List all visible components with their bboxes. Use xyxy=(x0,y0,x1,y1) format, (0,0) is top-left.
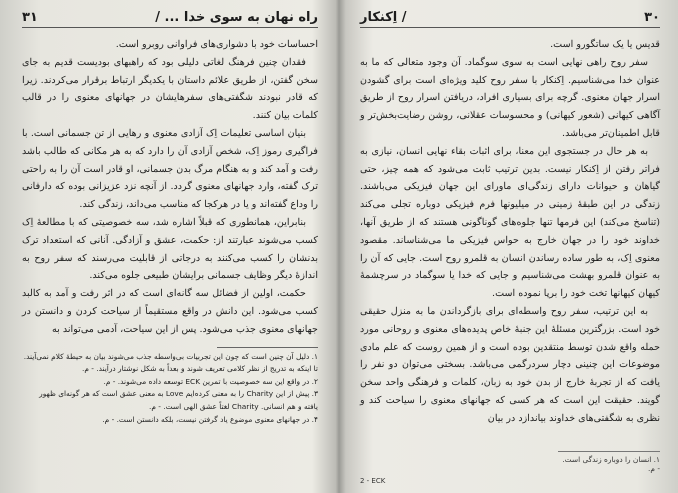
left-page xyxy=(0,0,338,493)
right-page-number: ۳۰ xyxy=(644,10,660,25)
paragraph: به هر حال در جستجوی این معنا، برای اثبات بقاء نهایی انسان، نیازی به فراتر رفتن از اِکنکار نیست. بدین ترتیب ثابت می‌شود که همه چیز، حتی گیاهان و حیوانات دارای زندگی‌ای ماورای این جهان فیزیکی می‌باشند. زندگی در این طبقهٔ زمینی در میلیونها فرم فیزیکی دوباره تجلی می‌کند (تناسخ می‌کند) این فرمها تنها جلوه‌های گوناگونی هستند که از طریق آنها، خداوند خود را در جهان خارج به حواس فیزیکی ما می‌شناساند. مقصود معنوی اِک، به طور ساده رساندن انسان به قلمرو روح است. جایی که آن را به عنوان قلمرو بهشت می‌شناسیم و جایی که خدا یا سوگماد در سرچشمهٔ کیهان کیهانها تخت خود را برپا نموده است. xyxy=(360,145,660,300)
right-page xyxy=(340,0,678,493)
right-page-body xyxy=(360,36,660,428)
footnote: یافته و هم انسانی. Charity لغتاً عشق الهی است. - م. xyxy=(149,401,318,411)
paragraph: بنیان اساسی تعلیمات اِک آزادی معنوی و رهایی از تن جسمانی است. با فراگیری رموز اِک، شخص آزادی آن را دارد که به هر مکانی که طالب باشد رفت و آمد کند و به هنگام مرگ بدن جسمانی، او قادر است آن را به راحتی ترک گفته، وارد جهانهای معنوی گردد. از آنچه نزد عزیزانی بوده که دارفانی را وداع گفته‌اند و یا در هرکجا که مناسب می‌داند، زندگی کند. xyxy=(22,127,318,211)
right-page-footer xyxy=(360,451,660,485)
left-page-body xyxy=(22,36,318,339)
signature-mark: 2 - ECK xyxy=(360,477,386,485)
footnote: ۲. در واقع این سه خصوصیت با تمرین ECK توسعه داده می‌شوند. - م. xyxy=(103,376,318,386)
paragraph: بنابراین، همانطوری که قبلاً اشاره شد، سه خصوصیتی که با مطالعهٔ اِک کسب می‌شوند عبارتند از: حکمت، عشق و آزادگی. آنانی که استعداد ترک بدنشان را کسب می‌کنند به درجاتی از قابلیت می‌رسند که سفر روح به اندازهٔ دیگر وظایف جسمانی برایشان طبیعی جلوه می‌کند. xyxy=(22,216,318,282)
left-page-header xyxy=(22,10,318,28)
right-page-header xyxy=(360,10,660,28)
paragraph: سفر روح راهی نهایی است به سوی سوگماد. آن وجود متعالی که ما به عنوان خدا می‌شناسیم. اِکنکار با سفر روح کلید ویژه‌ای است برای گشودن اسرار جهان معنوی. گرچه برای بسیاری افراد، دریافتن اسرار روح از طریق آگاهی کیهانی (شعور کیهانی) و محسوسات عقلانی، روشن رضایت‌بخش‌تر و قابل اطمینان‌تر می‌باشد. xyxy=(360,56,660,139)
footnote: ۱. دلیل آن چنین است که چون این تجربیات بی‌واسطه جذب می‌شوند بیان به حیطهٔ کلام نمی‌آیند. xyxy=(23,351,318,361)
paragraph: حکمت، اولین از فضائل سه گانه‌ای است که در اثر رفت و آمد به کالبد کسب می‌شود. این دانش در واقع مستقیماً از سیاحت کردن و دانستن در جهانهای معنوی جذب می‌شود. پس از این سیاحت، آدمی می‌تواند به xyxy=(22,288,318,335)
paragraph: به این ترتیب، سفر روح واسطه‌ای برای بازگرداندن ما به منزل حقیقی خود است. بزرگترین مسئلهٔ این جنبهٔ خاص پدیده‌های معنوی و روحانی مورد حمله واقع شدن توسط منتقدین بوده است و از همین روست که علم مادی موضوعات این چنینی دچار سردرگمی می‌باشد. بسختی می‌توان دو نفر را یافت که از تجربهٔ خارج از بدن خود به زبان، کلمات و فرهنگی واحد سخن گویند. حقیقت این است که هر کسی که جهانهای معنوی را سیاحت کند و نظری به شگفتی‌های خداوند بیاندازد در بیان xyxy=(360,305,660,424)
paragraph: قدیس یا یک ساتگورو است. xyxy=(550,39,660,50)
paragraph: احساسات خود با دشواری‌های فراوانی روبرو است. xyxy=(115,39,318,50)
left-footnotes xyxy=(22,351,318,427)
footnote: ۴. در جهانهای معنوی موضوع یاد گرفتن نیست، بلکه دانستن است. - م. xyxy=(102,414,318,424)
paragraph: فقدان چنین فرهنگ لغاتی دلیلی بود که راهبهای بودیست قدیم به جای سخن گفتن، از طریق علائم داستان با یکدیگر ارتباط برقرار می‌کردند. زیرا که قادر نبودند شگفتی‌های سفرهایشان در جهانهای معنوی را در قالب کلمات بیان کنند. xyxy=(22,56,318,122)
footnote: ۳. پیش از این Charity را به معنی کرده‌ایم Love به معنی عشق است که هر گونه‌ای ظهور xyxy=(39,389,318,399)
left-running-title: راه نهان به سوی خدا ... / xyxy=(155,10,318,25)
left-page-number: ۳۱ xyxy=(22,10,38,25)
footnote: ۱. انسان را دوباره زندگی است. - م. xyxy=(558,451,660,473)
footnote-divider xyxy=(217,347,318,348)
footnote: تا اینکه به تدریج از نظر کلامی تعریف شوند و بعداً به شکل نوشتار درآیند. - م. xyxy=(81,364,318,374)
right-running-title: / اِکنکار xyxy=(360,10,407,25)
